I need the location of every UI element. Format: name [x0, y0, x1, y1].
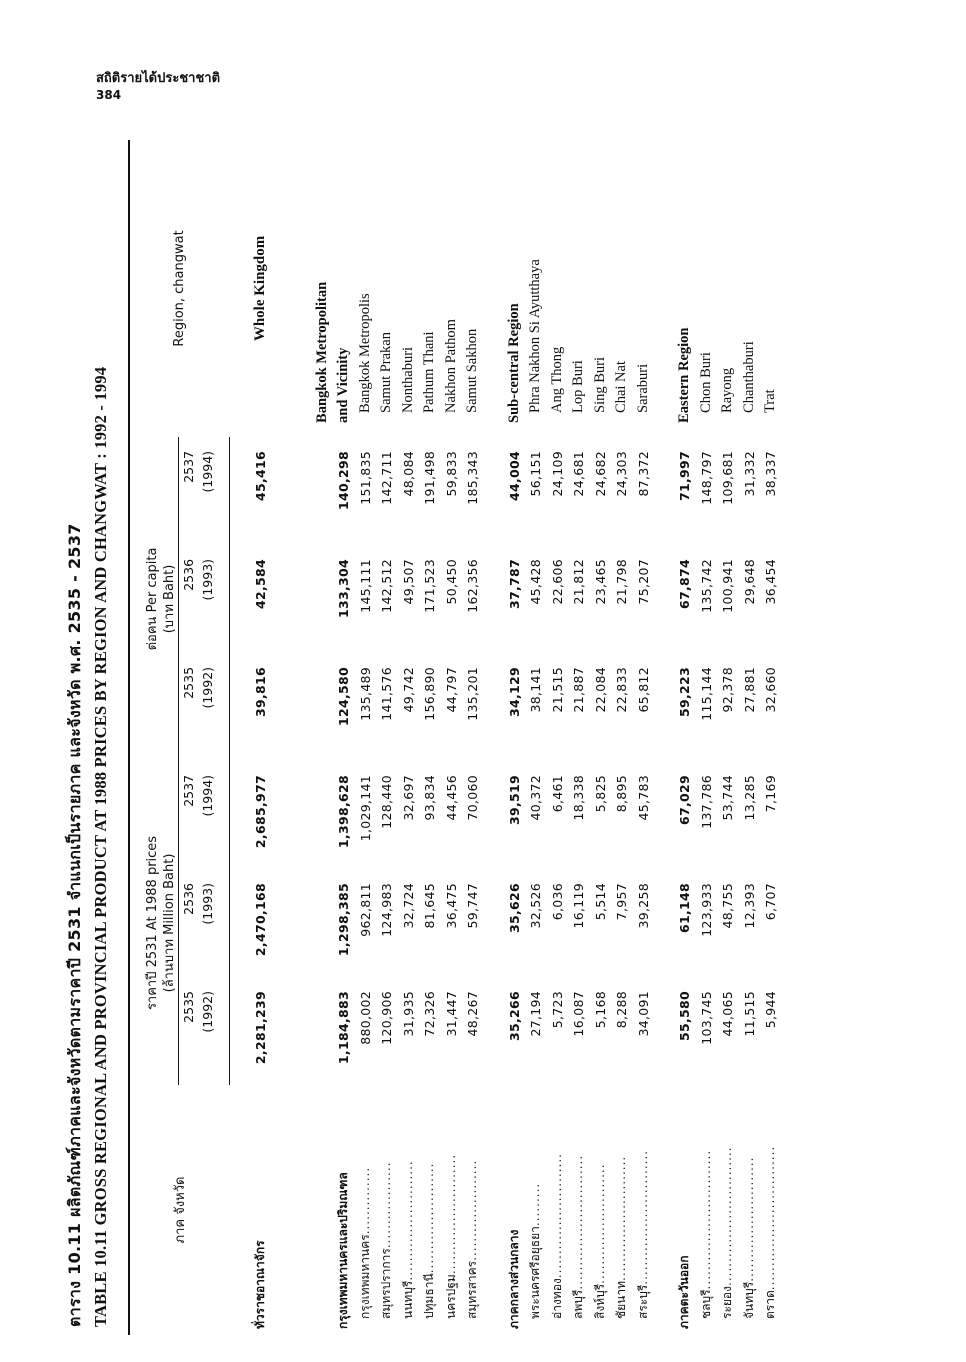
- table-row: ชลบุรี............................. 103,745 123,933 137,786 115,144 135,742 148,797 Chon Buri: [697, 352, 714, 1319]
- header-region-thai: ภาค จังหวัด: [173, 1176, 189, 1244]
- table-row: สระบุรี............................ 34,091 39,258 45,783 65,812 75,207 87,372 Saraburi: [634, 363, 651, 1319]
- table-row-whole-kingdom: ทั่วราชอาณาจักร 2,281,239 2,470,168 2,685,977 39,816 42,584 45,416 Whole Kingdom: [252, 235, 268, 1329]
- table-row-region-en-line1: Bangkok Metropolitan: [313, 281, 330, 423]
- table-row: จันทบุรี.......................... 11,515 12,393 13,285 27,881 29,648 31,332 Chanthaburi: [740, 341, 757, 1319]
- header-year: 2536 (1993): [179, 869, 230, 977]
- header-year: 2537 (1994): [179, 437, 230, 545]
- header-year: 2535 (1992): [179, 653, 230, 761]
- table-row: ปทุมธานี....................... 72,326 81,645 93,834 156,890 171,523 191,498 Pathum Thani: [421, 331, 437, 1319]
- header-group-per-capita: [130, 437, 179, 761]
- publication-name: สถิติรายได้ประชาชาติ: [96, 71, 221, 86]
- table-row: นครปฐม......................... 31,447 36,475 44,456 44,797 50,450 59,833 Nakhon Pathom: [442, 319, 459, 1319]
- table-row: สมุทรสาคร..................... 48,267 59,747 70,060 135,201 162,356 185,343 Samut Sakhon: [464, 328, 480, 1319]
- table-row-region: ภาคตะวันออก 55,580 61,148 67,029 59,223 67,874 71,997 Eastern Region: [676, 327, 692, 1329]
- table-row: พระนครศรีอยุธยา......... 27,194 32,526 40,372 38,141 45,428 56,151 Phra Nakhon Si Ayutthaya: [527, 259, 543, 1319]
- table-title-thai: ตาราง 10.11 ผลิตภัณฑ์ภาคและจังหวัดตามราคาปี 2531 จำแนกเป็นรายภาค และจังหวัด พ.ศ. 2535 - 2537: [65, 523, 84, 1327]
- table-row: นนทบุรี......................... 31,935 32,724 32,697 49,742 49,507 48,084 Nonthaburi: [399, 346, 416, 1319]
- table-row-region: กรุงเทพมหานครและปริมณฑล 1,184,883 1,298,385 1,398,628 124,580 133,304 140,298 and Vicinity: [335, 347, 351, 1329]
- header-year: 2535 (1992): [179, 977, 230, 1085]
- header-group2-line1: ต่อคน Per capita: [145, 547, 160, 651]
- table-row: อ่างทอง.......................... 5,723 6,036 6,461 21,515 22,606 24,109 Ang Thong: [548, 346, 565, 1319]
- gpp-table: [130, 140, 782, 1335]
- header-region-english: Region, changwat: [172, 230, 188, 347]
- table-row: สิงห์บุรี......................... 5,168 5,514 5,825 22,084 23,465 24,682 Sing Buri: [591, 356, 608, 1319]
- table-row: กรุงเทพมหานคร.............. 880,002 962,811 1,029,141 135,489 145,111 151,835 Bangkok Metropolis: [356, 293, 373, 1319]
- table-row: ชัยนาท.......................... 8,288 7,957 8,895 22,833 21,798 24,303 Chai Nat: [613, 361, 629, 1319]
- table-row: ตราด.............................. 5,944 6,707 7,169 32,660 36,454 38,337 Trat: [762, 389, 778, 1319]
- table-row-region: ภาคกลางส่วนกลาง 35,266 35,626 39,519 34,129 37,787 44,004 Sub-central Region: [505, 303, 522, 1329]
- header-group1-line1: ราคาปี 2531 At 1988 prices: [145, 835, 160, 1011]
- rotated-table-frame: [62, 140, 912, 1335]
- table-title: [62, 140, 114, 1335]
- table-title-english: TABLE 10.11 GROSS REGIONAL AND PROVINCIAL PRODUCT AT 1988 PRICES BY REGION AND CHANGWAT : 1992 - 1994: [91, 366, 110, 1327]
- header-group2-line2: (บาท Baht): [161, 437, 179, 761]
- page-header: [96, 70, 220, 104]
- table-row: ลพบุรี............................ 16,087 16,119 18,338 21,887 21,812 24,681 Lop Buri: [570, 360, 586, 1319]
- header-year: 2536 (1993): [179, 545, 230, 653]
- table-row: สมุทรปราการ.................. 120,906 124,983 128,440 141,576 142,512 142,711 Samut Prakan: [378, 332, 394, 1319]
- page-number: 384: [96, 88, 122, 102]
- header-year: 2537 (1994): [179, 761, 230, 869]
- table-row: ระยอง............................. 44,065 48,755 53,744 92,378 100,941 109,681 Rayong: [719, 367, 735, 1319]
- header-group1-line2: (ล้านบาท Million Baht): [161, 761, 179, 1085]
- header-group-1988-prices: [130, 761, 179, 1085]
